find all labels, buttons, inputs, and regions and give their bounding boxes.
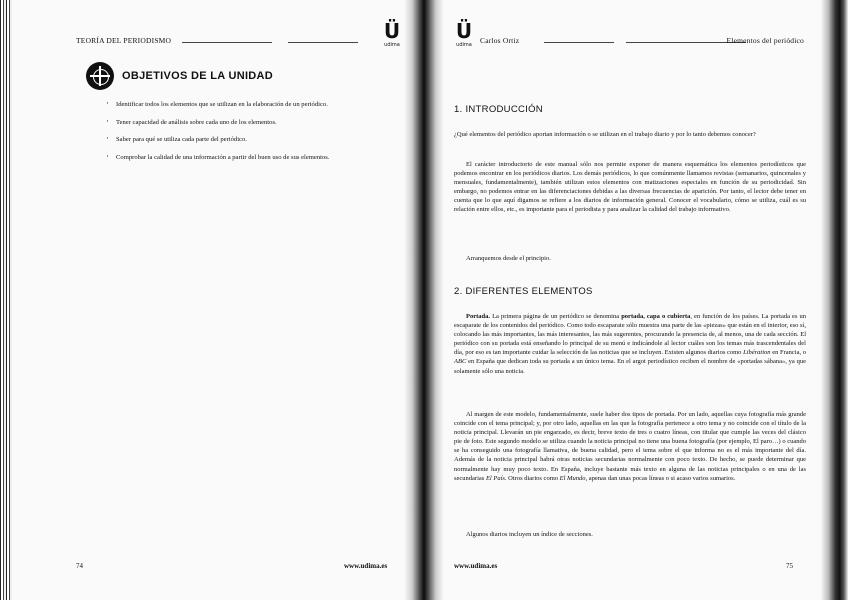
scan-edge-right: [820, 0, 848, 600]
udima-logo: [454, 20, 474, 50]
paragraph-text: La primera página de un periódico se denomina: [492, 313, 620, 320]
modelos-paragraph: [454, 410, 806, 483]
paragraph-text: , en función de los países. La portada es un escaparate de los contenidos del periódico. Como todo escaparate sólo muestra una parte de las «piezas» que están en el interior, eso sí, colocando las más importantes, las más interesantes, las más sugerentes, procurando la presencia de, al menos, una de cada sección. El periódico con su portada está enseñando lo principal de su menú e indicándole al lector cuáles son los temas más trascendentales del día, por eso es tan importante cuidar la selección de las noticias que se incluyen. Existen algunos diarios como: [454, 313, 807, 357]
newspaper-name: El Mundo: [559, 474, 586, 482]
logo-word: udima: [456, 42, 472, 48]
list-item: · Saber para qué se utiliza cada parte del periódico.: [106, 135, 406, 144]
page-number-left: 74: [76, 562, 83, 570]
final-paragraph: Algunos diarios incluyen un índice de secciones.: [466, 531, 593, 538]
running-head-chapter: Elementos del periódico: [726, 36, 804, 45]
running-head-left: TEORÍA DEL PERIODISMO: [76, 36, 172, 45]
objectives-list: [106, 100, 406, 170]
section-title: [86, 62, 273, 90]
running-head-author: Carlos Ortiz: [480, 36, 520, 45]
newspaper-name: El País: [485, 474, 505, 482]
intro-question: ¿Qué elementos del periódico aportan información o se utilizan en el trabajo diario y por lo tanto debemos conocer?: [454, 131, 756, 138]
udima-logo-icon: Ü: [455, 19, 473, 43]
intro-paragraph: El carácter introductorio de este manual sólo nos permite exponer de manera esquemática los elementos periodísticos que podemos encontrar en los periódicos diarios. Los demás periódicos, lo que comúnmente llamamos revistas (semanarios, quincenales y mensuales, fundamentalmente), también utilizan estos elementos con matizaciones especiales en función de su periodicidad. Sin embargo, no podemos entrar en las diferenciaciones debidas a las diversas frecuencias de aparición. Por tanto, el lector debe tener en cuenta que lo que aquí digamos se refiere a los diarios de información general. Conocer el vocabulario, cómo se utiliza, cuál es su relación entre ellos, etc., es importante para el periodista y para analizar la calidad del trabajo informativo.: [454, 161, 806, 214]
target-icon: [86, 62, 114, 90]
list-item: · Comprobar la calidad de una información a partir del buen uso de sus elementos.: [106, 153, 406, 162]
udima-logo: [382, 20, 402, 50]
header-rule: [544, 42, 614, 43]
header-rule: [182, 42, 272, 43]
right-page: [444, 0, 820, 600]
heading-elementos: 2. DIFERENTES ELEMENTOS: [454, 286, 593, 297]
heading-introduccion: 1. INTRODUCCIÓN: [454, 104, 543, 115]
list-item: · Identificar todos los elementos que se utilizan en la elaboración de un periódico.: [106, 100, 406, 109]
paragraph-text: en Francia, o: [772, 349, 807, 357]
newspaper-name: ABC: [454, 358, 467, 366]
footer-url-right: www.udima.es: [454, 562, 498, 570]
portada-paragraph: [454, 312, 806, 376]
portada-term: Portada.: [466, 313, 491, 320]
portada-bold-terms: portada, capa o cubierta: [621, 313, 691, 320]
paragraph-text: , apenas dan unas pocas líneas o si acaso varios sumarios.: [585, 474, 736, 482]
paragraph-text: Al margen de este modelo, fundamentalmente, suele haber dos tipos de portada. Por un lado, aquellas cuya fotografía más grande coincide con el tema principal; y, por otro lado, aquellas en las que la fotografía pertenece a otro tema y no coincide con el título de la noticia principal. Llevarán un pie engarzado, es decir, breve texto de tres o cuatro líneas, con titular que cumple las veces del clásico pie de foto. Este segundo modelo se utiliza cuando la noticia principal no tiene una buena fotografía (por ejemplo, El paro…) o cuando se ha conseguido una fotografía llamativa, de buena calidad, pero el tema sobre el que informa no es el más importante del día. Además de la noticia principal habrá otras noticias secundarias normalmente con poco texto. De hecho, se puede determinar que normalmente hay muy poco texto. En España, incluye bastante más texto en alguna de las noticias principales o en una de las secundarias: [454, 411, 806, 482]
udima-logo-icon: Ü: [383, 19, 401, 43]
page-number-right: 75: [786, 562, 793, 570]
list-item: · Tener capacidad de análisis sobre cada uno de los elementos.: [106, 118, 406, 127]
intro-closing: Arranquemos desde el principio.: [466, 255, 551, 262]
logo-word: udima: [384, 42, 400, 48]
scan-edge-left: [0, 0, 12, 600]
paragraph-text: en España que dedican toda su portada a un único tema. En el argot periodístico reciben el nombre de «portadas sábana», ya que solamente sólo una noticia.: [454, 358, 806, 375]
left-page: [14, 0, 404, 600]
book-gutter: [404, 0, 444, 600]
section-title-text: OBJETIVOS DE LA UNIDAD: [122, 70, 274, 82]
newspaper-name: Libération: [743, 349, 771, 357]
footer-url-left: www.udima.es: [344, 562, 388, 570]
paragraph-text: . Otros diarios como: [504, 474, 558, 482]
header-rule: [288, 42, 358, 43]
